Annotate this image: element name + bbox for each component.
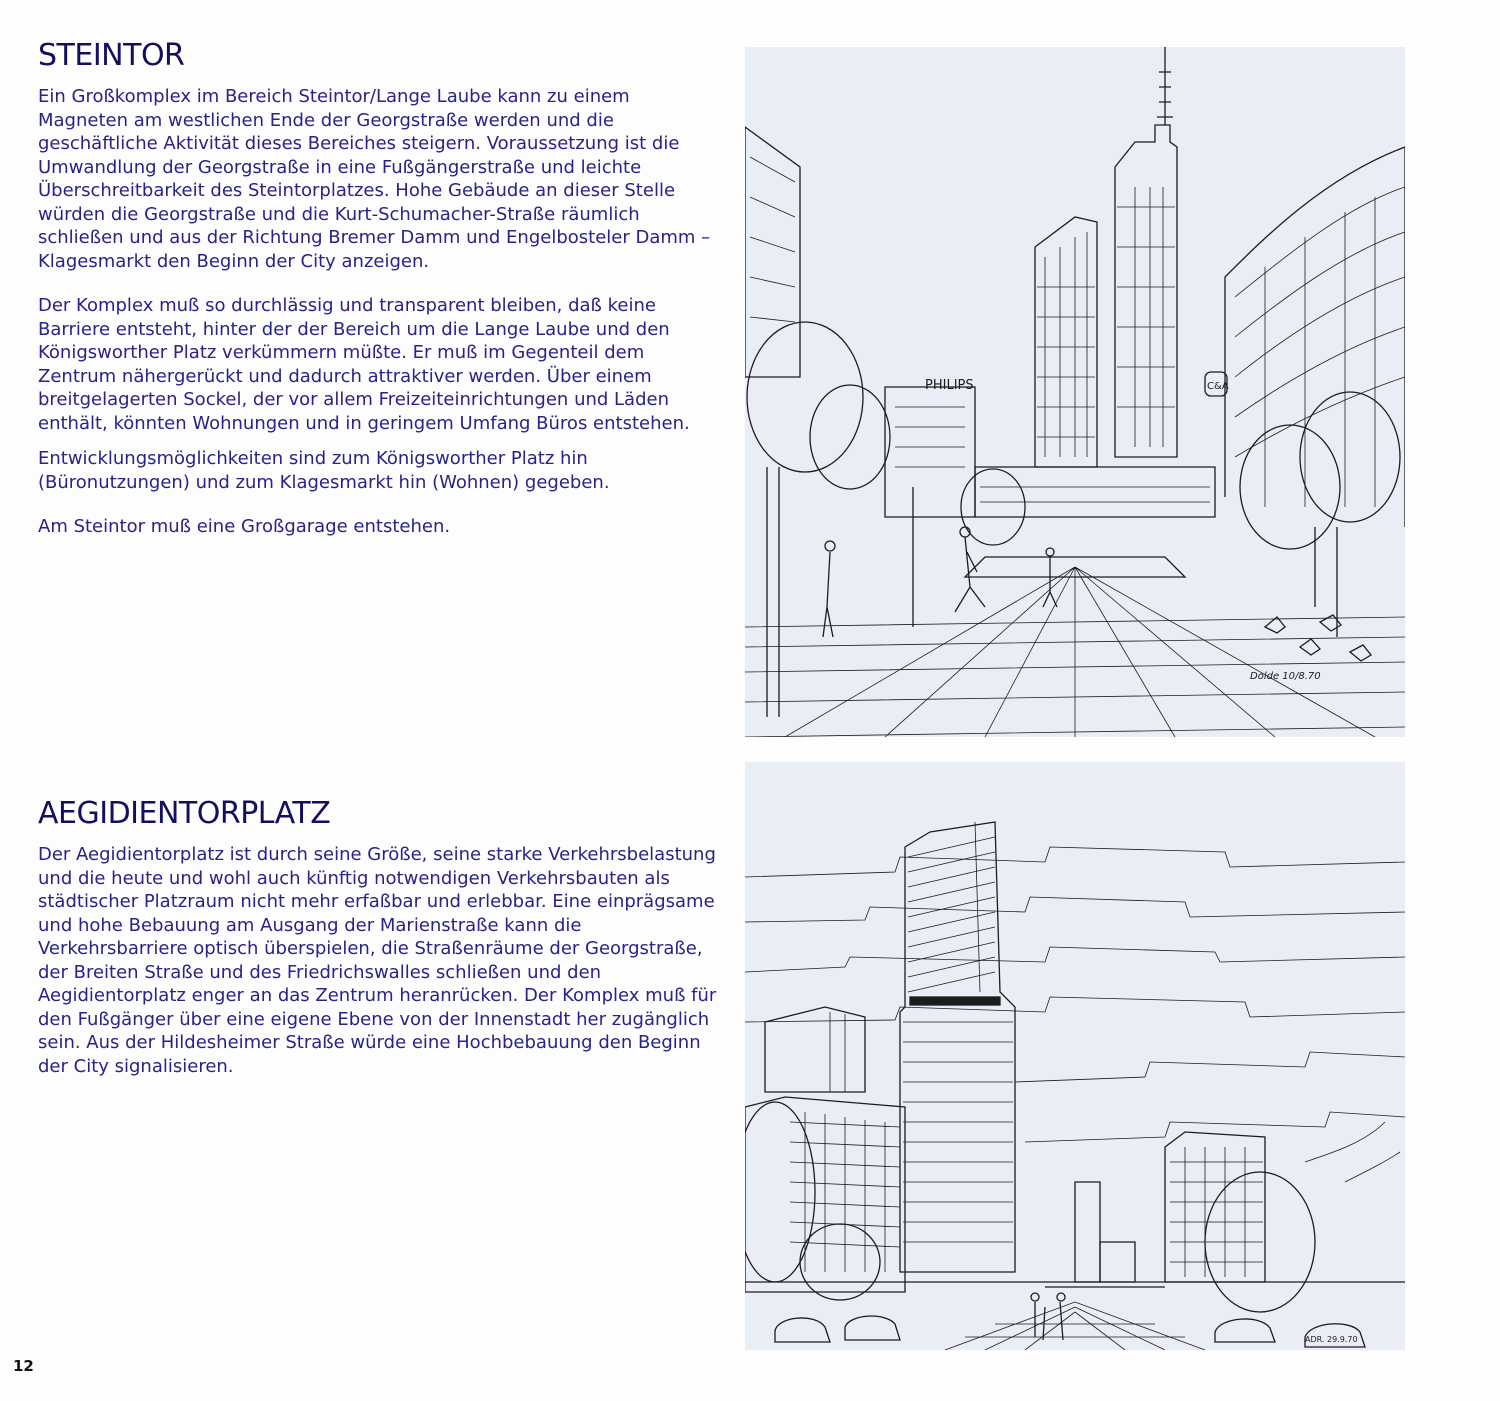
aegidientorplatz-sketch: [745, 762, 1405, 1350]
section-title-aegidientorplatz: AEGIDIENTORPLATZ: [38, 796, 331, 831]
sign-ca: C&A: [1207, 381, 1229, 392]
steintor-paragraph-4: Am Steintor muß eine Großgarage entstehen.: [38, 516, 451, 537]
aegidientorplatz-paragraph-1: Der Aegidientorplatz ist durch seine Größe, seine starke Verkehrsbelastung und die heute und wohl auch künftig notwendigen Verkehrsbauten als städtischer Platzraum nicht mehr erfaßbar und erlebbar. Eine einprägsame und hohe Bebauung am Ausgang der Marienstraße kann die Verkehrsbarriere optisch überspielen, die Straßenräume der Georgstraße, der Breiten Straße und des Friedrichswalles schließen und den Aegidientorplatz enger an das Zentrum heranrücken. Der Komplex muß für den Fußgänger über eine eigene Ebene von der Innenstadt her zugänglich sein. Aus der Hildesheimer Straße würde eine Hochbebauung den Beginn der City signalisieren.: [38, 844, 717, 1077]
aegidientorplatz-illustration: [745, 762, 1405, 1350]
steintor-paragraph-3: Entwicklungsmöglichkeiten sind zum Königsworther Platz hin (Büronutzungen) und zum Klagesmarkt hin (Wohnen) gegeben.: [38, 448, 610, 493]
aegidientorplatz-text-block: [38, 843, 718, 1078]
steintor-signature: Dolde 10/8.70: [1250, 671, 1321, 682]
page-number: 12: [13, 1357, 34, 1375]
aegidientorplatz-signature: ADR. 29.9.70: [1305, 1335, 1358, 1344]
steintor-paragraph-1: Ein Großkomplex im Bereich Steintor/Lange Laube kann zu einem Magneten am westlichen Ende der Georgstraße werden und die geschäftliche Aktivität dieses Bereiches steigern. Voraussetzung ist die Umwandlung der Georgstraße in eine Fußgängerstraße und leichte Überschreitbarkeit des Steintorplatzes. Hohe Gebäude an dieser Stelle würden die Georgstraße und die Kurt-Schumacher-Straße räumlich schließen und aus der Richtung Bremer Damm und Engelbosteler Damm – Klagesmarkt den Beginn der City anzeigen.: [38, 86, 711, 272]
steintor-paragraph-2: Der Komplex muß so durchlässig und transparent bleiben, daß keine Barriere entsteht, hinter der der Bereich um die Lange Laube und den Königsworther Platz verkümmern müßte. Er muß im Gegenteil dem Zentrum nähergerückt und dadurch attraktiver werden. Über einem breitgelagerten Sockel, der vor allem Freizeiteinrichtungen und Läden enthält, könnten Wohnungen und in geringem Umfang Büros entstehen.: [38, 295, 690, 434]
steintor-text-block: [38, 85, 718, 539]
sign-philips: PHILIPS: [925, 378, 974, 393]
section-title-steintor: STEINTOR: [38, 38, 185, 73]
steintor-illustration: [745, 47, 1405, 737]
steintor-sketch: [745, 47, 1405, 737]
